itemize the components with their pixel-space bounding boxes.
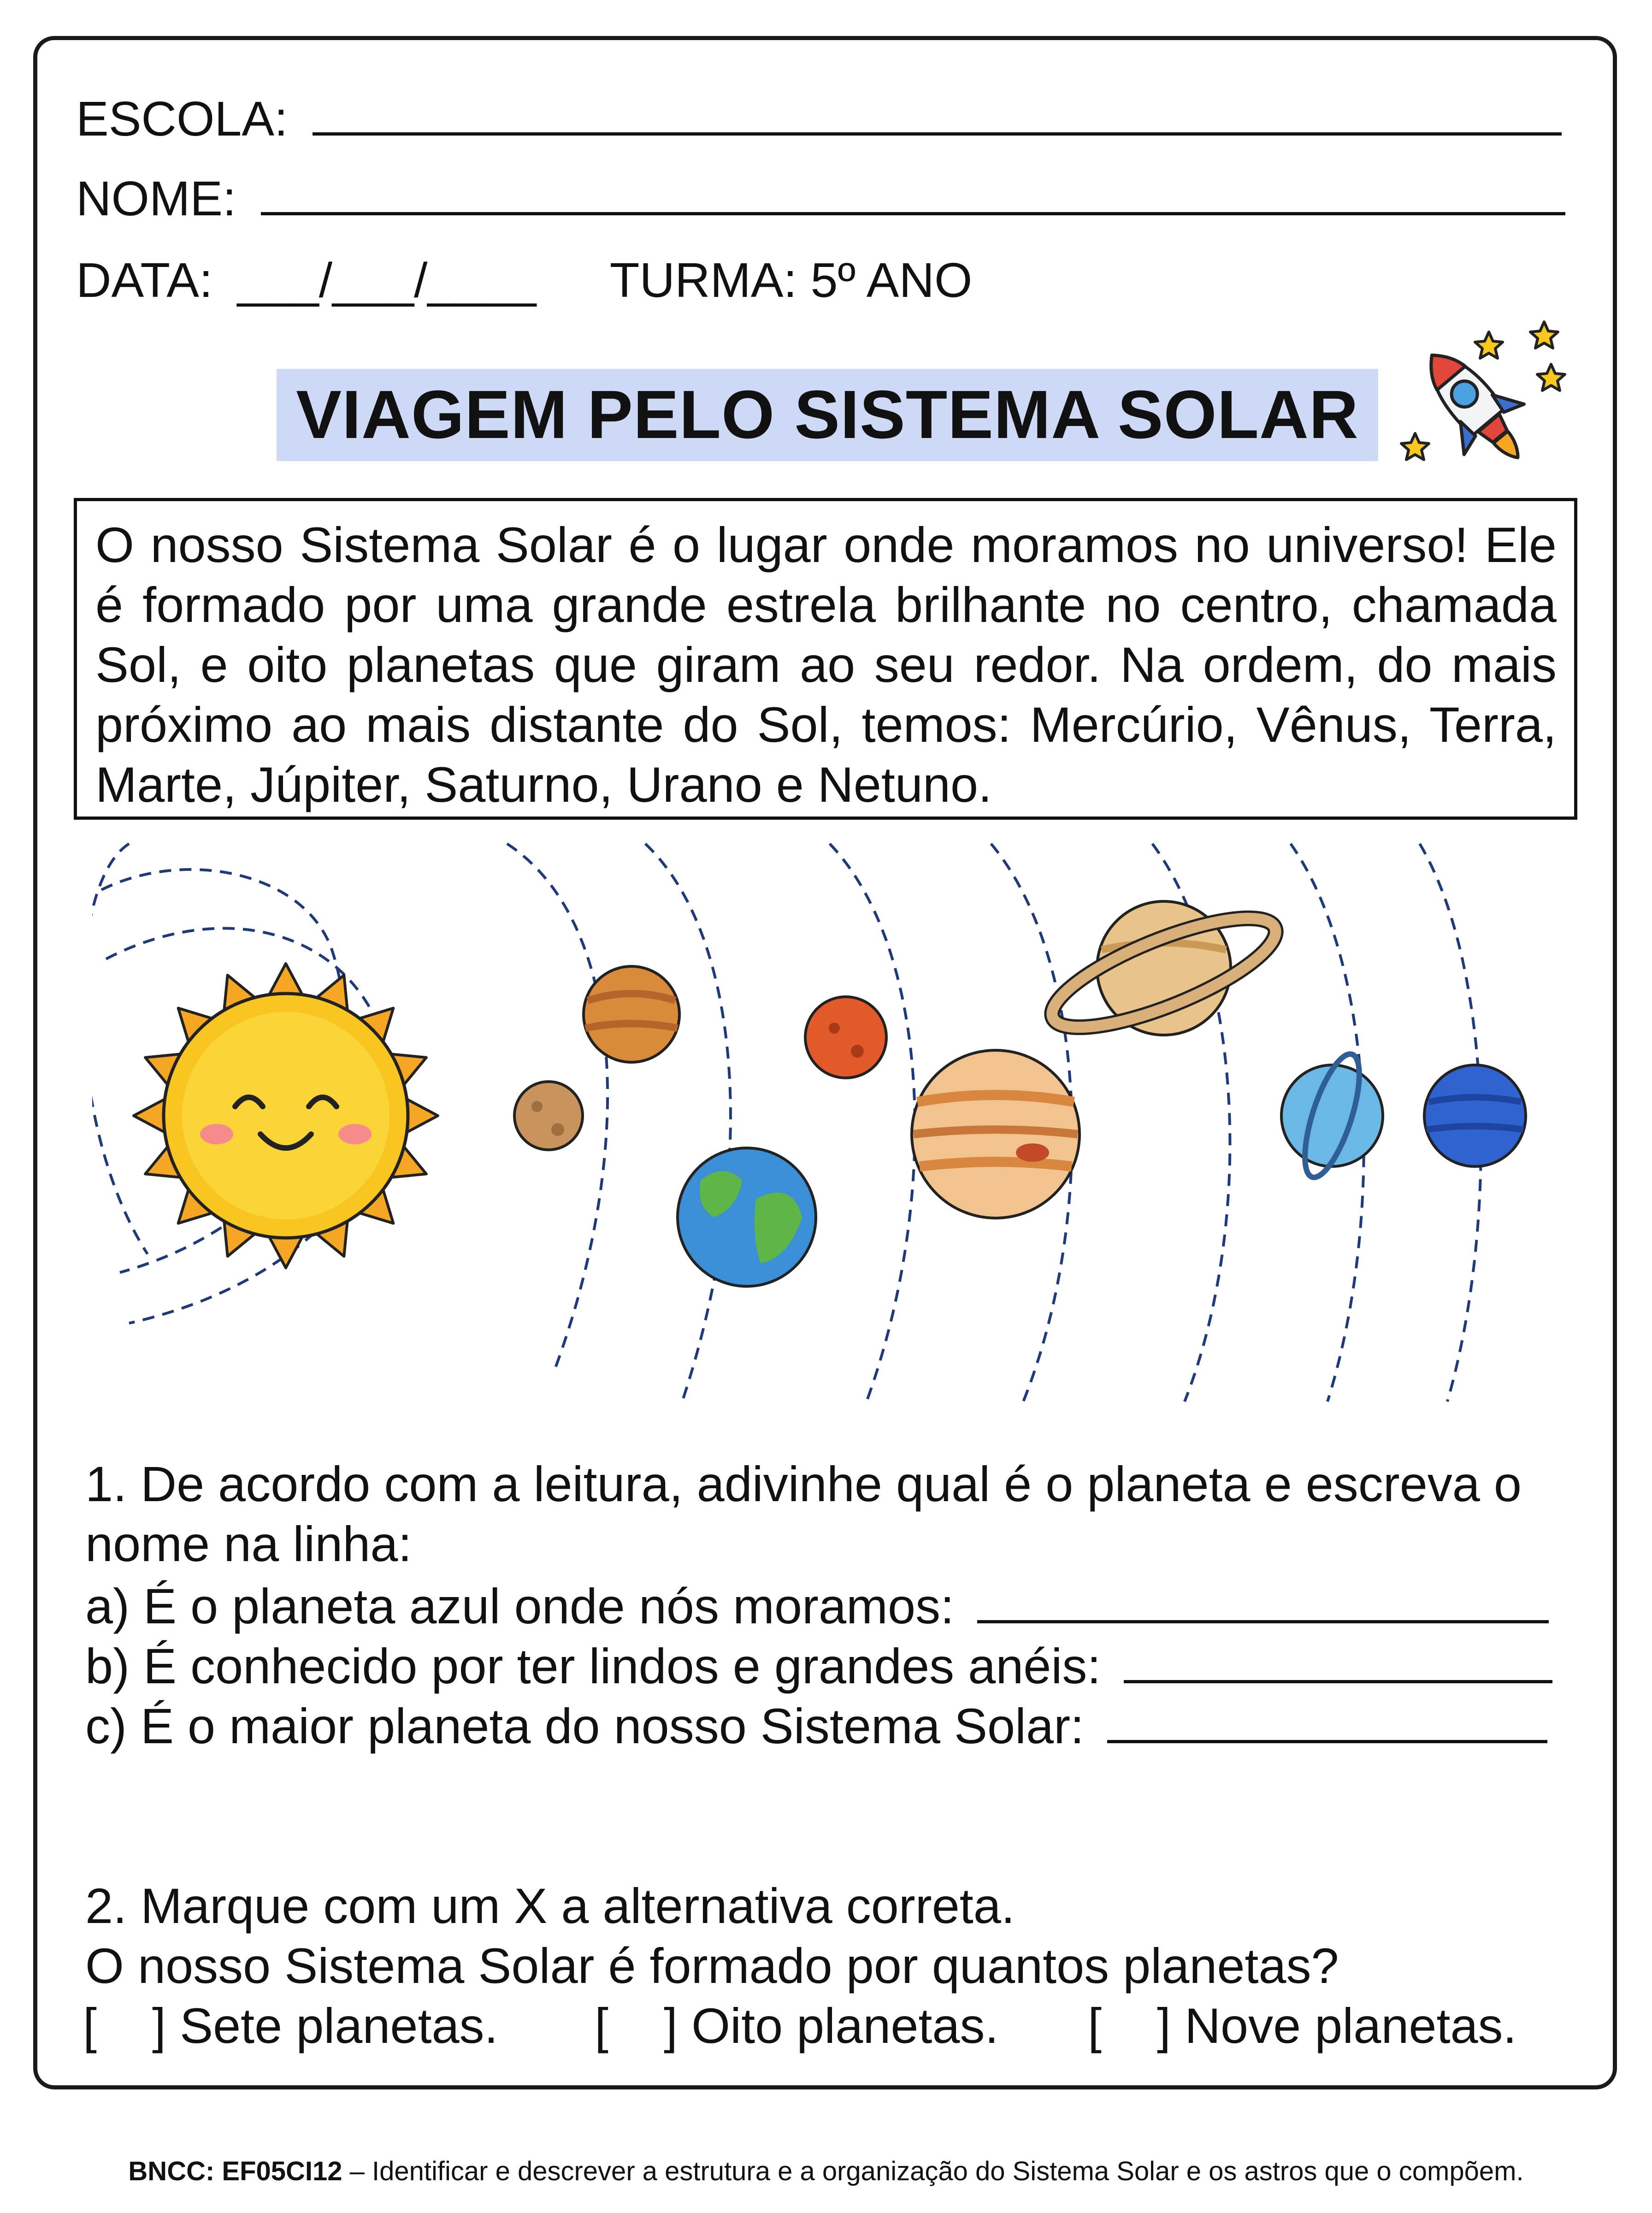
- school-answer-line[interactable]: [313, 95, 1562, 136]
- intro-text-box: [74, 498, 1577, 820]
- neptune-icon: [1424, 1065, 1526, 1166]
- question1-a-answer-line[interactable]: [977, 1588, 1549, 1623]
- question1-a: [85, 1578, 1549, 1634]
- sun-icon: [134, 964, 438, 1268]
- question1-prompt-line1: 1. De acordo com a leitura, adivinhe qual é o planeta e escreva o: [85, 1456, 1522, 1512]
- date-class-field: [76, 253, 973, 308]
- class-label: TURMA: 5º ANO: [609, 253, 973, 308]
- date-blank[interactable]: ___/___/____: [237, 253, 537, 308]
- question2-prompt: 2. Marque com um X a alternativa correta.: [85, 1878, 1015, 1934]
- question1-b-text: b) É conhecido por ter lindos e grandes anéis:: [85, 1638, 1101, 1694]
- option-seven-label: Sete planetas.: [180, 1998, 498, 2053]
- option-eight-checkbox[interactable]: [ ]: [595, 1998, 678, 2053]
- intro-text: O nosso Sistema Solar é o lugar onde moramos no universo! Ele é formado por uma grande estrela brilhante no centro, chamada Sol, e oito planetas que giram ao seu redor. Na ordem, do mais próximo ao mais distante do Sol, temos: Mercúrio, Vênus, Terra, Marte, Júpiter, Saturno, Urano e Netuno.: [95, 517, 1557, 812]
- option-nine-checkbox[interactable]: [ ]: [1088, 1998, 1171, 2053]
- mars-icon: [805, 997, 886, 1078]
- title-highlight: [277, 369, 1378, 461]
- option-nine-label: Nove planetas.: [1185, 1998, 1517, 2053]
- name-field: [76, 172, 1565, 226]
- earth-icon: [678, 1148, 816, 1286]
- page-title: VIAGEM PELO SISTEMA SOLAR: [296, 377, 1359, 453]
- jupiter-icon: [912, 1050, 1080, 1218]
- name-answer-line[interactable]: [261, 174, 1565, 215]
- bncc-code: BNCC: EF05CI12: [128, 2156, 342, 2186]
- bncc-footer: [0, 2156, 1652, 2187]
- question1-prompt-line2: nome na linha:: [85, 1516, 412, 1572]
- name-label: NOME:: [76, 172, 236, 226]
- rocket-icon: [1392, 314, 1576, 479]
- option-seven-checkbox[interactable]: [ ]: [83, 1998, 166, 2053]
- school-field: [76, 92, 1562, 146]
- question1-b-answer-line[interactable]: [1124, 1648, 1552, 1683]
- date-label: DATA:: [76, 253, 213, 308]
- question1-c-answer-line[interactable]: [1107, 1708, 1547, 1743]
- option-nine: [1088, 1998, 1517, 2053]
- question1-c: [85, 1698, 1547, 1754]
- option-eight-label: Oito planetas.: [691, 1998, 999, 2053]
- question1-c-text: c) É o maior planeta do nosso Sistema Solar:: [85, 1698, 1085, 1754]
- venus-icon: [584, 966, 679, 1062]
- question2-question: O nosso Sistema Solar é formado por quantos planetas?: [85, 1938, 1339, 1994]
- option-seven: [83, 1998, 498, 2053]
- question1-b: [85, 1638, 1552, 1694]
- solar-system-illustration: [92, 830, 1567, 1420]
- question1-a-text: a) É o planeta azul onde nós moramos:: [85, 1578, 955, 1634]
- uranus-icon: [1281, 1048, 1383, 1183]
- option-eight: [595, 1998, 999, 2053]
- saturn-icon: [1040, 897, 1287, 1048]
- bncc-description: – Identificar e descrever a estrutura e a organização do Sistema Solar e os astros que o compõem.: [342, 2156, 1524, 2186]
- mercury-icon: [514, 1082, 583, 1150]
- school-label: ESCOLA:: [76, 92, 288, 146]
